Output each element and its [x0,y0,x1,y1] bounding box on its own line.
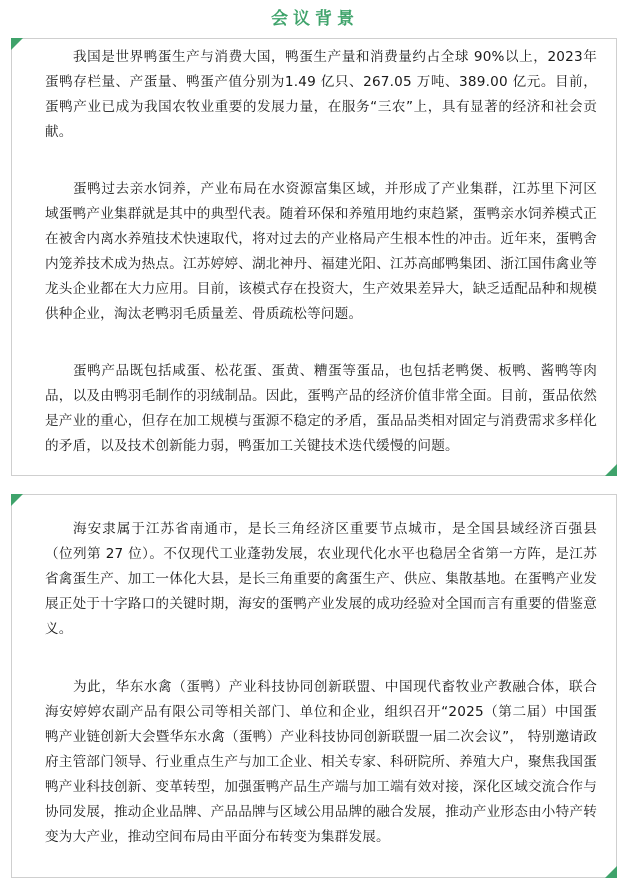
background-section-1 [11,38,617,476]
section-header [0,4,630,34]
paragraph-conference-purpose: 为此，华东水禽（蛋鸭）产业科技协同创新联盟、中国现代畜牧业产教融合体，联合海安婷婷农副产品有限公司等相关部门、单位和企业，组织召开“2025（第二届）中国蛋鸭产业链创新大会暨华东水禽（蛋鸭）产业科技协同创新联盟一届二次会议”， 特别邀请政府主管部门领导、行业重点生产与加工企业、相关专家、科研院所、养殖大户，聚焦我国蛋鸭产业科技创新、变革转型，加强蛋鸭产品生产端与加工端有效对接，深化区域交流合作与协同发展，推动企业品牌、产品品牌与区域公用品牌的融合发展，推动产业形态由小特产转变为大产业，推动空间布局由平面分布转变为集群发展。 [45,679,597,845]
background-section-2 [11,494,617,878]
corner-decoration-top-left [11,38,23,50]
corner-decoration-top-left [11,494,23,506]
paragraph-farming-model: 蛋鸭过去亲水饲养，产业布局在水资源富集区域，并形成了产业集群，江苏里下河区域蛋鸭产业集群就是其中的典型代表。随着环保和养殖用地约束趋紧，蛋鸭亲水饲养模式正在被舍内离水养殖技术快速取代，将对过去的产业格局产生根本性的冲击。近年来，蛋鸭舍内笼养技术成为热点。江苏婷婷、湖北神丹、福建光阳、江苏高邮鸭集团、浙江国伟禽业等龙头企业都在大力应用。目前，该模式存在投资大，生产效果差异大，缺乏适配品种和规模供种企业，淘汰老鸭羽毛质量差、骨质疏松等问题。 [45,181,597,322]
corner-decoration-bottom-right [605,866,617,878]
paragraph-haian-intro: 海安隶属于江苏省南通市，是长三角经济区重要节点城市，是全国县域经济百强县（位列第 27 位）。不仅现代工业蓬勃发展，农业现代化水平也稳居全省第一方阵，是江苏省禽蛋生产、加工一体化大县，是长三角重要的禽蛋生产、供应、集散基地。在蛋鸭产业发展正处于十字路口的关键时期，海安的蛋鸭产业发展的成功经验对全国而言有重要的借鉴意义。 [45,521,597,637]
page-title: 会议背景 [271,9,359,29]
paragraph-production-overview: 我国是世界鸭蛋生产与消费大国，鸭蛋生产量和消费量约占全球 90%以上，2023年蛋鸭存栏量、产蛋量、鸭蛋产值分别为1.49 亿只、267.05 万吨、389.00 亿元。目前，蛋鸭产业已成为我国农牧业重要的发展力量，在服务“三农”上，具有显著的经济和社会贡献。 [45,49,597,140]
paragraph-products: 蛋鸭产品既包括咸蛋、松花蛋、蛋黄、糟蛋等蛋品，也包括老鸭煲、板鸭、酱鸭等肉品，以及由鸭羽毛制作的羽绒制品。因此，蛋鸭产品的经济价值非常全面。目前，蛋品依然是产业的重心，但存在加工规模与蛋源不稳定的矛盾，蛋品品类相对固定与消费需求多样化的矛盾，以及技术创新能力弱，鸭蛋加工关键技术迭代缓慢的问题。 [45,363,597,454]
corner-decoration-bottom-right [605,464,617,476]
